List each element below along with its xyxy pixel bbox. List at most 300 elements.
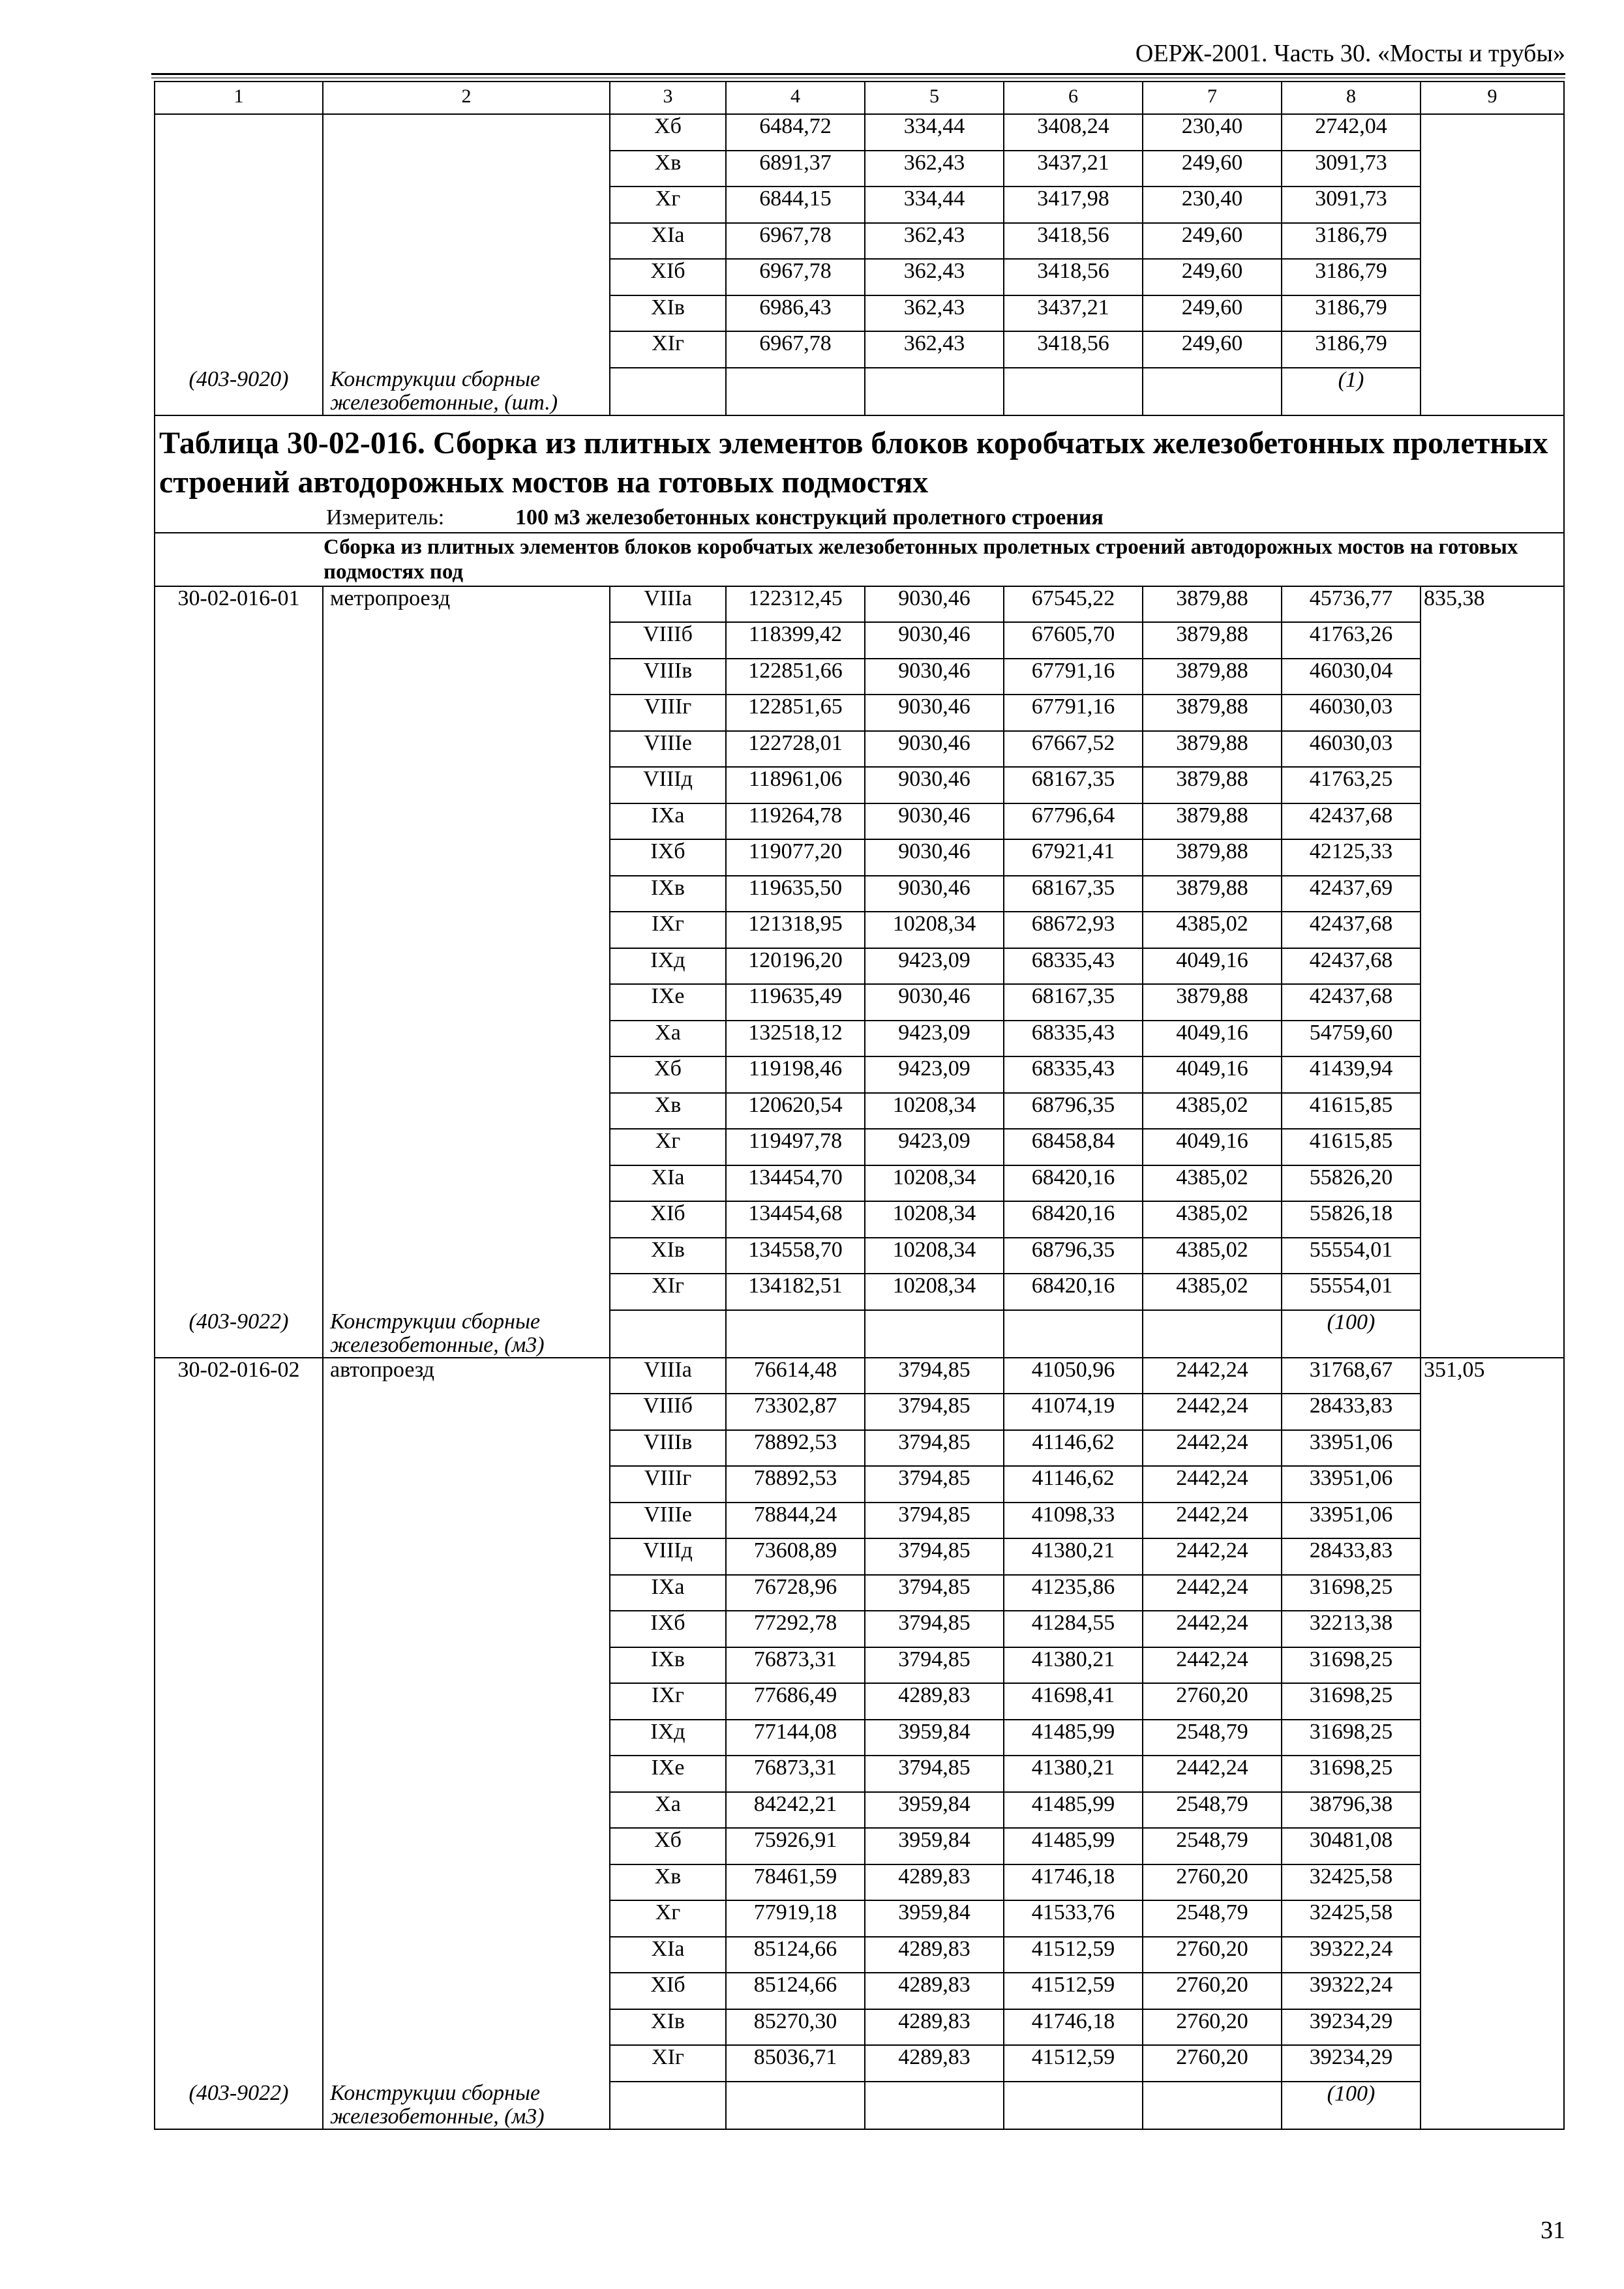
value-cell: 2442,24 — [1143, 1575, 1282, 1611]
rate-name — [323, 1792, 610, 1829]
value-cell: 118961,06 — [726, 767, 865, 803]
value-cell: 9423,09 — [865, 1021, 1004, 1057]
zone-cell: IXд — [610, 948, 726, 985]
subtitle-cell — [155, 533, 1564, 586]
value-cell: 4385,02 — [1143, 1238, 1282, 1274]
rate-code — [155, 1503, 323, 1539]
value-cell: 3794,85 — [865, 1756, 1004, 1792]
table-row — [155, 1394, 1564, 1430]
rate-name — [323, 731, 610, 768]
value-cell: 39322,24 — [1282, 1937, 1421, 1973]
zone-cell: XIг — [610, 331, 726, 368]
value-cell: 134558,70 — [726, 1238, 865, 1274]
column-number: 7 — [1143, 82, 1282, 114]
value-cell: 41146,62 — [1004, 1430, 1143, 1467]
subtitle-row — [155, 533, 1564, 586]
zone-cell: IXв — [610, 876, 726, 912]
empty-cell — [1004, 2082, 1143, 2129]
empty-cell — [726, 1310, 865, 1358]
rate-name — [323, 659, 610, 695]
value-cell: 3794,85 — [865, 1575, 1004, 1611]
value-cell: 41380,21 — [1004, 1647, 1143, 1684]
table-row — [155, 876, 1564, 912]
zone-cell: VIIIа — [610, 1358, 726, 1394]
value-cell: 230,40 — [1143, 187, 1282, 223]
rate-name — [323, 1683, 610, 1720]
rate-code — [155, 1394, 323, 1430]
value-cell: 10208,34 — [865, 1238, 1004, 1274]
table-row — [155, 984, 1564, 1021]
measure-line — [159, 503, 1559, 532]
value-cell: 4385,02 — [1143, 912, 1282, 948]
value-cell: 2548,79 — [1143, 1828, 1282, 1864]
value-cell: 4385,02 — [1143, 1201, 1282, 1238]
value-cell: 41763,25 — [1282, 767, 1421, 803]
col9-cell — [1421, 1274, 1564, 1310]
value-cell: 41146,62 — [1004, 1466, 1143, 1503]
table-row — [155, 1647, 1564, 1684]
col9-cell — [1421, 151, 1564, 187]
value-cell: 362,43 — [865, 295, 1004, 332]
value-cell: 41380,21 — [1004, 1538, 1143, 1575]
col9-cell — [1421, 984, 1564, 1021]
table-row — [155, 695, 1564, 731]
rate-name — [323, 2009, 610, 2046]
value-cell: 77292,78 — [726, 1611, 865, 1647]
value-cell: 76873,31 — [726, 1756, 865, 1792]
value-cell: 249,60 — [1143, 331, 1282, 368]
value-cell: 9423,09 — [865, 1056, 1004, 1093]
rate-name — [323, 622, 610, 659]
value-cell: 120196,20 — [726, 948, 865, 985]
col9-cell — [1421, 1720, 1564, 1756]
col9-cell — [1421, 1575, 1564, 1611]
table-row — [155, 948, 1564, 985]
table-row — [155, 151, 1564, 187]
rate-name — [323, 1129, 610, 1165]
rate-code — [155, 295, 323, 332]
value-cell: 31698,25 — [1282, 1647, 1421, 1684]
col9-cell — [1421, 767, 1564, 803]
value-cell: 249,60 — [1143, 295, 1282, 332]
empty-cell — [1421, 2082, 1564, 2129]
rate-name — [323, 1756, 610, 1792]
value-cell: 10208,34 — [865, 1201, 1004, 1238]
col9-cell — [1421, 2045, 1564, 2082]
rate-code — [155, 2045, 323, 2082]
empty-cell — [726, 2082, 865, 2129]
table-row — [155, 1201, 1564, 1238]
value-cell: 68420,16 — [1004, 1201, 1143, 1238]
zone-cell: VIIIг — [610, 1466, 726, 1503]
table-row — [155, 295, 1564, 332]
value-cell: 3879,88 — [1143, 767, 1282, 803]
rate-code — [155, 767, 323, 803]
value-cell: 46030,03 — [1282, 695, 1421, 731]
col9-cell — [1421, 1864, 1564, 1901]
zone-cell: IXб — [610, 839, 726, 876]
value-cell: 6967,78 — [726, 223, 865, 260]
value-cell: 4049,16 — [1143, 948, 1282, 985]
zone-cell: XIб — [610, 1201, 726, 1238]
value-cell: 6484,72 — [726, 114, 865, 151]
value-cell: 31698,25 — [1282, 1756, 1421, 1792]
zone-cell: Xв — [610, 1864, 726, 1901]
table-row — [155, 1466, 1564, 1503]
col9-cell — [1421, 912, 1564, 948]
rate-code — [155, 1973, 323, 2009]
col9-cell: 835,38 — [1421, 586, 1564, 623]
value-cell: 3879,88 — [1143, 876, 1282, 912]
column-number: 6 — [1004, 82, 1143, 114]
rate-code — [155, 912, 323, 948]
value-cell: 3418,56 — [1004, 331, 1143, 368]
zone-cell: IXе — [610, 1756, 726, 1792]
value-cell: 3437,21 — [1004, 295, 1143, 332]
value-cell: 119198,46 — [726, 1056, 865, 1093]
col9-cell — [1421, 1394, 1564, 1430]
header-rule — [151, 73, 1565, 75]
rate-name — [323, 1937, 610, 1973]
zone-cell: IXд — [610, 1720, 726, 1756]
empty-cell — [1004, 368, 1143, 415]
table-row — [155, 1430, 1564, 1467]
value-cell: 41050,96 — [1004, 1358, 1143, 1394]
value-cell: 4289,83 — [865, 2009, 1004, 2046]
value-cell: 68796,35 — [1004, 1238, 1143, 1274]
value-cell: 119635,49 — [726, 984, 865, 1021]
rate-name — [323, 1021, 610, 1057]
col9-cell — [1421, 659, 1564, 695]
rate-code — [155, 1575, 323, 1611]
value-cell: 85124,66 — [726, 1937, 865, 1973]
table-row — [155, 1503, 1564, 1539]
value-cell: 6891,37 — [726, 151, 865, 187]
value-cell: 33951,06 — [1282, 1466, 1421, 1503]
value-cell: 2442,24 — [1143, 1394, 1282, 1430]
value-cell: 41512,59 — [1004, 1973, 1143, 2009]
value-cell: 121318,95 — [726, 912, 865, 948]
value-cell: 9423,09 — [865, 1129, 1004, 1165]
zone-cell: IXе — [610, 984, 726, 1021]
column-number: 3 — [610, 82, 726, 114]
value-cell: 67791,16 — [1004, 659, 1143, 695]
rate-code — [155, 1129, 323, 1165]
rate-code: 30-02-016-01 — [155, 586, 323, 623]
value-cell: 362,43 — [865, 331, 1004, 368]
value-cell: 39322,24 — [1282, 1973, 1421, 2009]
rate-code — [155, 1792, 323, 1829]
value-cell: 32425,58 — [1282, 1864, 1421, 1901]
value-cell: 2548,79 — [1143, 1792, 1282, 1829]
col9-cell — [1421, 1900, 1564, 1937]
value-cell: 3879,88 — [1143, 731, 1282, 768]
value-cell: 4385,02 — [1143, 1093, 1282, 1130]
value-cell: 68796,35 — [1004, 1093, 1143, 1130]
rate-name — [323, 1973, 610, 2009]
value-cell: 3437,21 — [1004, 151, 1143, 187]
rate-code — [155, 187, 323, 223]
col9-cell — [1421, 1828, 1564, 1864]
table-row — [155, 1021, 1564, 1057]
value-cell: 55554,01 — [1282, 1238, 1421, 1274]
value-cell: 9030,46 — [865, 984, 1004, 1021]
rate-name — [323, 912, 610, 948]
value-cell: 9030,46 — [865, 803, 1004, 840]
col9-cell — [1421, 1503, 1564, 1539]
value-cell: 76728,96 — [726, 1575, 865, 1611]
value-cell: 85270,30 — [726, 2009, 865, 2046]
rate-name: автопроезд — [323, 1358, 610, 1394]
resource-quantity: (100) — [1282, 1310, 1421, 1358]
table-row — [155, 912, 1564, 948]
value-cell: 362,43 — [865, 151, 1004, 187]
col9-cell — [1421, 1937, 1564, 1973]
resource-code: (403-9020) — [155, 368, 323, 415]
rate-code — [155, 1683, 323, 1720]
value-cell: 42437,68 — [1282, 984, 1421, 1021]
value-cell: 2442,24 — [1143, 1430, 1282, 1467]
value-cell: 31698,25 — [1282, 1575, 1421, 1611]
table-row — [155, 2045, 1564, 2082]
table-row — [155, 622, 1564, 659]
value-cell: 41485,99 — [1004, 1720, 1143, 1756]
col9-cell — [1421, 223, 1564, 260]
zone-cell: XIв — [610, 1238, 726, 1274]
table-row — [155, 331, 1564, 368]
rate-code — [155, 839, 323, 876]
rate-code — [155, 1864, 323, 1901]
value-cell: 68420,16 — [1004, 1274, 1143, 1310]
rate-code — [155, 1021, 323, 1057]
value-cell: 77686,49 — [726, 1683, 865, 1720]
rate-name — [323, 984, 610, 1021]
zone-cell: VIIIг — [610, 695, 726, 731]
zone-cell: XIа — [610, 1165, 726, 1202]
col9-cell — [1421, 1165, 1564, 1202]
column-number: 1 — [155, 82, 323, 114]
table-row — [155, 223, 1564, 260]
col9-cell — [1421, 1973, 1564, 2009]
value-cell: 3408,24 — [1004, 114, 1143, 151]
zone-cell: Xб — [610, 1828, 726, 1864]
rate-name — [323, 1611, 610, 1647]
value-cell: 122728,01 — [726, 731, 865, 768]
table-row — [155, 586, 1564, 623]
col9-cell — [1421, 731, 1564, 768]
zone-cell: VIIIе — [610, 1503, 726, 1539]
rate-code — [155, 2009, 323, 2046]
value-cell: 3959,84 — [865, 1828, 1004, 1864]
rate-name: метропроезд — [323, 586, 610, 623]
value-cell: 3794,85 — [865, 1503, 1004, 1539]
value-cell: 3959,84 — [865, 1720, 1004, 1756]
rate-code — [155, 1093, 323, 1130]
rate-code — [155, 984, 323, 1021]
value-cell: 68167,35 — [1004, 984, 1143, 1021]
empty-cell — [1421, 368, 1564, 415]
rate-code — [155, 1611, 323, 1647]
rate-code: 30-02-016-02 — [155, 1358, 323, 1394]
value-cell: 122851,66 — [726, 659, 865, 695]
value-cell: 3879,88 — [1143, 984, 1282, 1021]
value-cell: 3186,79 — [1282, 295, 1421, 332]
value-cell: 68420,16 — [1004, 1165, 1143, 1202]
value-cell: 32425,58 — [1282, 1900, 1421, 1937]
value-cell: 31698,25 — [1282, 1683, 1421, 1720]
value-cell: 119497,78 — [726, 1129, 865, 1165]
resource-row — [155, 368, 1564, 415]
col9-cell — [1421, 1238, 1564, 1274]
table-row — [155, 1937, 1564, 1973]
value-cell: 31698,25 — [1282, 1720, 1421, 1756]
value-cell: 78844,24 — [726, 1503, 865, 1539]
zone-cell: Xг — [610, 1129, 726, 1165]
value-cell: 230,40 — [1143, 114, 1282, 151]
rate-code — [155, 1937, 323, 1973]
value-cell: 41615,85 — [1282, 1129, 1421, 1165]
value-cell: 41098,33 — [1004, 1503, 1143, 1539]
rate-name — [323, 1238, 610, 1274]
col9-cell — [1421, 1611, 1564, 1647]
table-row — [155, 1864, 1564, 1901]
table-row — [155, 1611, 1564, 1647]
empty-cell — [610, 2082, 726, 2129]
zone-cell: VIIIб — [610, 622, 726, 659]
value-cell: 76614,48 — [726, 1358, 865, 1394]
resource-name: Конструкции сборные железобетонные, (шт.) — [323, 368, 610, 415]
value-cell: 4049,16 — [1143, 1129, 1282, 1165]
col9-cell — [1421, 876, 1564, 912]
value-cell: 67605,70 — [1004, 622, 1143, 659]
value-cell: 2548,79 — [1143, 1720, 1282, 1756]
rate-name — [323, 803, 610, 840]
table-row — [155, 1973, 1564, 2009]
value-cell: 3879,88 — [1143, 839, 1282, 876]
table-row — [155, 1238, 1564, 1274]
value-cell: 4049,16 — [1143, 1021, 1282, 1057]
value-cell: 67545,22 — [1004, 586, 1143, 623]
value-cell: 41615,85 — [1282, 1093, 1421, 1130]
value-cell: 41533,76 — [1004, 1900, 1143, 1937]
zone-cell: XIг — [610, 1274, 726, 1310]
table-row — [155, 1828, 1564, 1864]
value-cell: 3091,73 — [1282, 151, 1421, 187]
zone-cell: IXб — [610, 1611, 726, 1647]
rate-name — [323, 1538, 610, 1575]
empty-cell — [726, 368, 865, 415]
table-row — [155, 1575, 1564, 1611]
resource-row — [155, 2082, 1564, 2129]
value-cell: 30481,08 — [1282, 1828, 1421, 1864]
rate-name — [323, 1900, 610, 1937]
rate-name — [323, 1274, 610, 1310]
value-cell: 9030,46 — [865, 695, 1004, 731]
value-cell: 77919,18 — [726, 1900, 865, 1937]
rate-code — [155, 1828, 323, 1864]
value-cell: 33951,06 — [1282, 1430, 1421, 1467]
value-cell: 9030,46 — [865, 586, 1004, 623]
table-row — [155, 1720, 1564, 1756]
value-cell: 10208,34 — [865, 1165, 1004, 1202]
rate-code — [155, 1165, 323, 1202]
empty-cell — [610, 368, 726, 415]
table-row — [155, 1683, 1564, 1720]
col9-cell — [1421, 1466, 1564, 1503]
value-cell: 3794,85 — [865, 1466, 1004, 1503]
rate-code — [155, 1430, 323, 1467]
value-cell: 3794,85 — [865, 1394, 1004, 1430]
value-cell: 68167,35 — [1004, 876, 1143, 912]
value-cell: 41235,86 — [1004, 1575, 1143, 1611]
value-cell: 3879,88 — [1143, 695, 1282, 731]
table-row — [155, 1900, 1564, 1937]
table-row — [155, 1165, 1564, 1202]
table-row — [155, 1129, 1564, 1165]
value-cell: 4289,83 — [865, 1683, 1004, 1720]
rate-code — [155, 1647, 323, 1684]
value-cell: 42437,69 — [1282, 876, 1421, 912]
value-cell: 10208,34 — [865, 1274, 1004, 1310]
rate-name — [323, 1828, 610, 1864]
rate-code — [155, 1056, 323, 1093]
value-cell: 41380,21 — [1004, 1756, 1143, 1792]
measure-value: 100 м3 железобетонных конструкций пролетного строения — [515, 505, 1104, 530]
resource-row — [155, 1310, 1564, 1358]
column-number: 4 — [726, 82, 865, 114]
rate-name — [323, 1093, 610, 1130]
zone-cell: Xб — [610, 114, 726, 151]
value-cell: 3879,88 — [1143, 622, 1282, 659]
value-cell: 55826,18 — [1282, 1201, 1421, 1238]
value-cell: 67667,52 — [1004, 731, 1143, 768]
table-row — [155, 1093, 1564, 1130]
value-cell: 42125,33 — [1282, 839, 1421, 876]
rate-code — [155, 1538, 323, 1575]
zone-cell: XIа — [610, 1937, 726, 1973]
value-cell: 78892,53 — [726, 1466, 865, 1503]
value-cell: 3879,88 — [1143, 586, 1282, 623]
value-cell: 119635,50 — [726, 876, 865, 912]
value-cell: 2442,24 — [1143, 1466, 1282, 1503]
col9-cell — [1421, 331, 1564, 368]
value-cell: 9030,46 — [865, 839, 1004, 876]
value-cell: 4385,02 — [1143, 1165, 1282, 1202]
rate-code — [155, 1756, 323, 1792]
zone-cell: Xг — [610, 1900, 726, 1937]
value-cell: 3186,79 — [1282, 331, 1421, 368]
value-cell: 2442,24 — [1143, 1647, 1282, 1684]
rate-name — [323, 114, 610, 151]
table-row — [155, 767, 1564, 803]
value-cell: 249,60 — [1143, 223, 1282, 260]
zone-cell: IXа — [610, 803, 726, 840]
value-cell: 10208,34 — [865, 1093, 1004, 1130]
value-cell: 68458,84 — [1004, 1129, 1143, 1165]
value-cell: 119077,20 — [726, 839, 865, 876]
value-cell: 249,60 — [1143, 259, 1282, 295]
table-row — [155, 187, 1564, 223]
value-cell: 3794,85 — [865, 1538, 1004, 1575]
zone-cell: XIв — [610, 295, 726, 332]
value-cell: 6967,78 — [726, 259, 865, 295]
col9-cell — [1421, 1683, 1564, 1720]
rate-code — [155, 1201, 323, 1238]
col9-cell — [1421, 1430, 1564, 1467]
col9-cell — [1421, 1056, 1564, 1093]
rate-name — [323, 1165, 610, 1202]
value-cell: 9423,09 — [865, 948, 1004, 985]
